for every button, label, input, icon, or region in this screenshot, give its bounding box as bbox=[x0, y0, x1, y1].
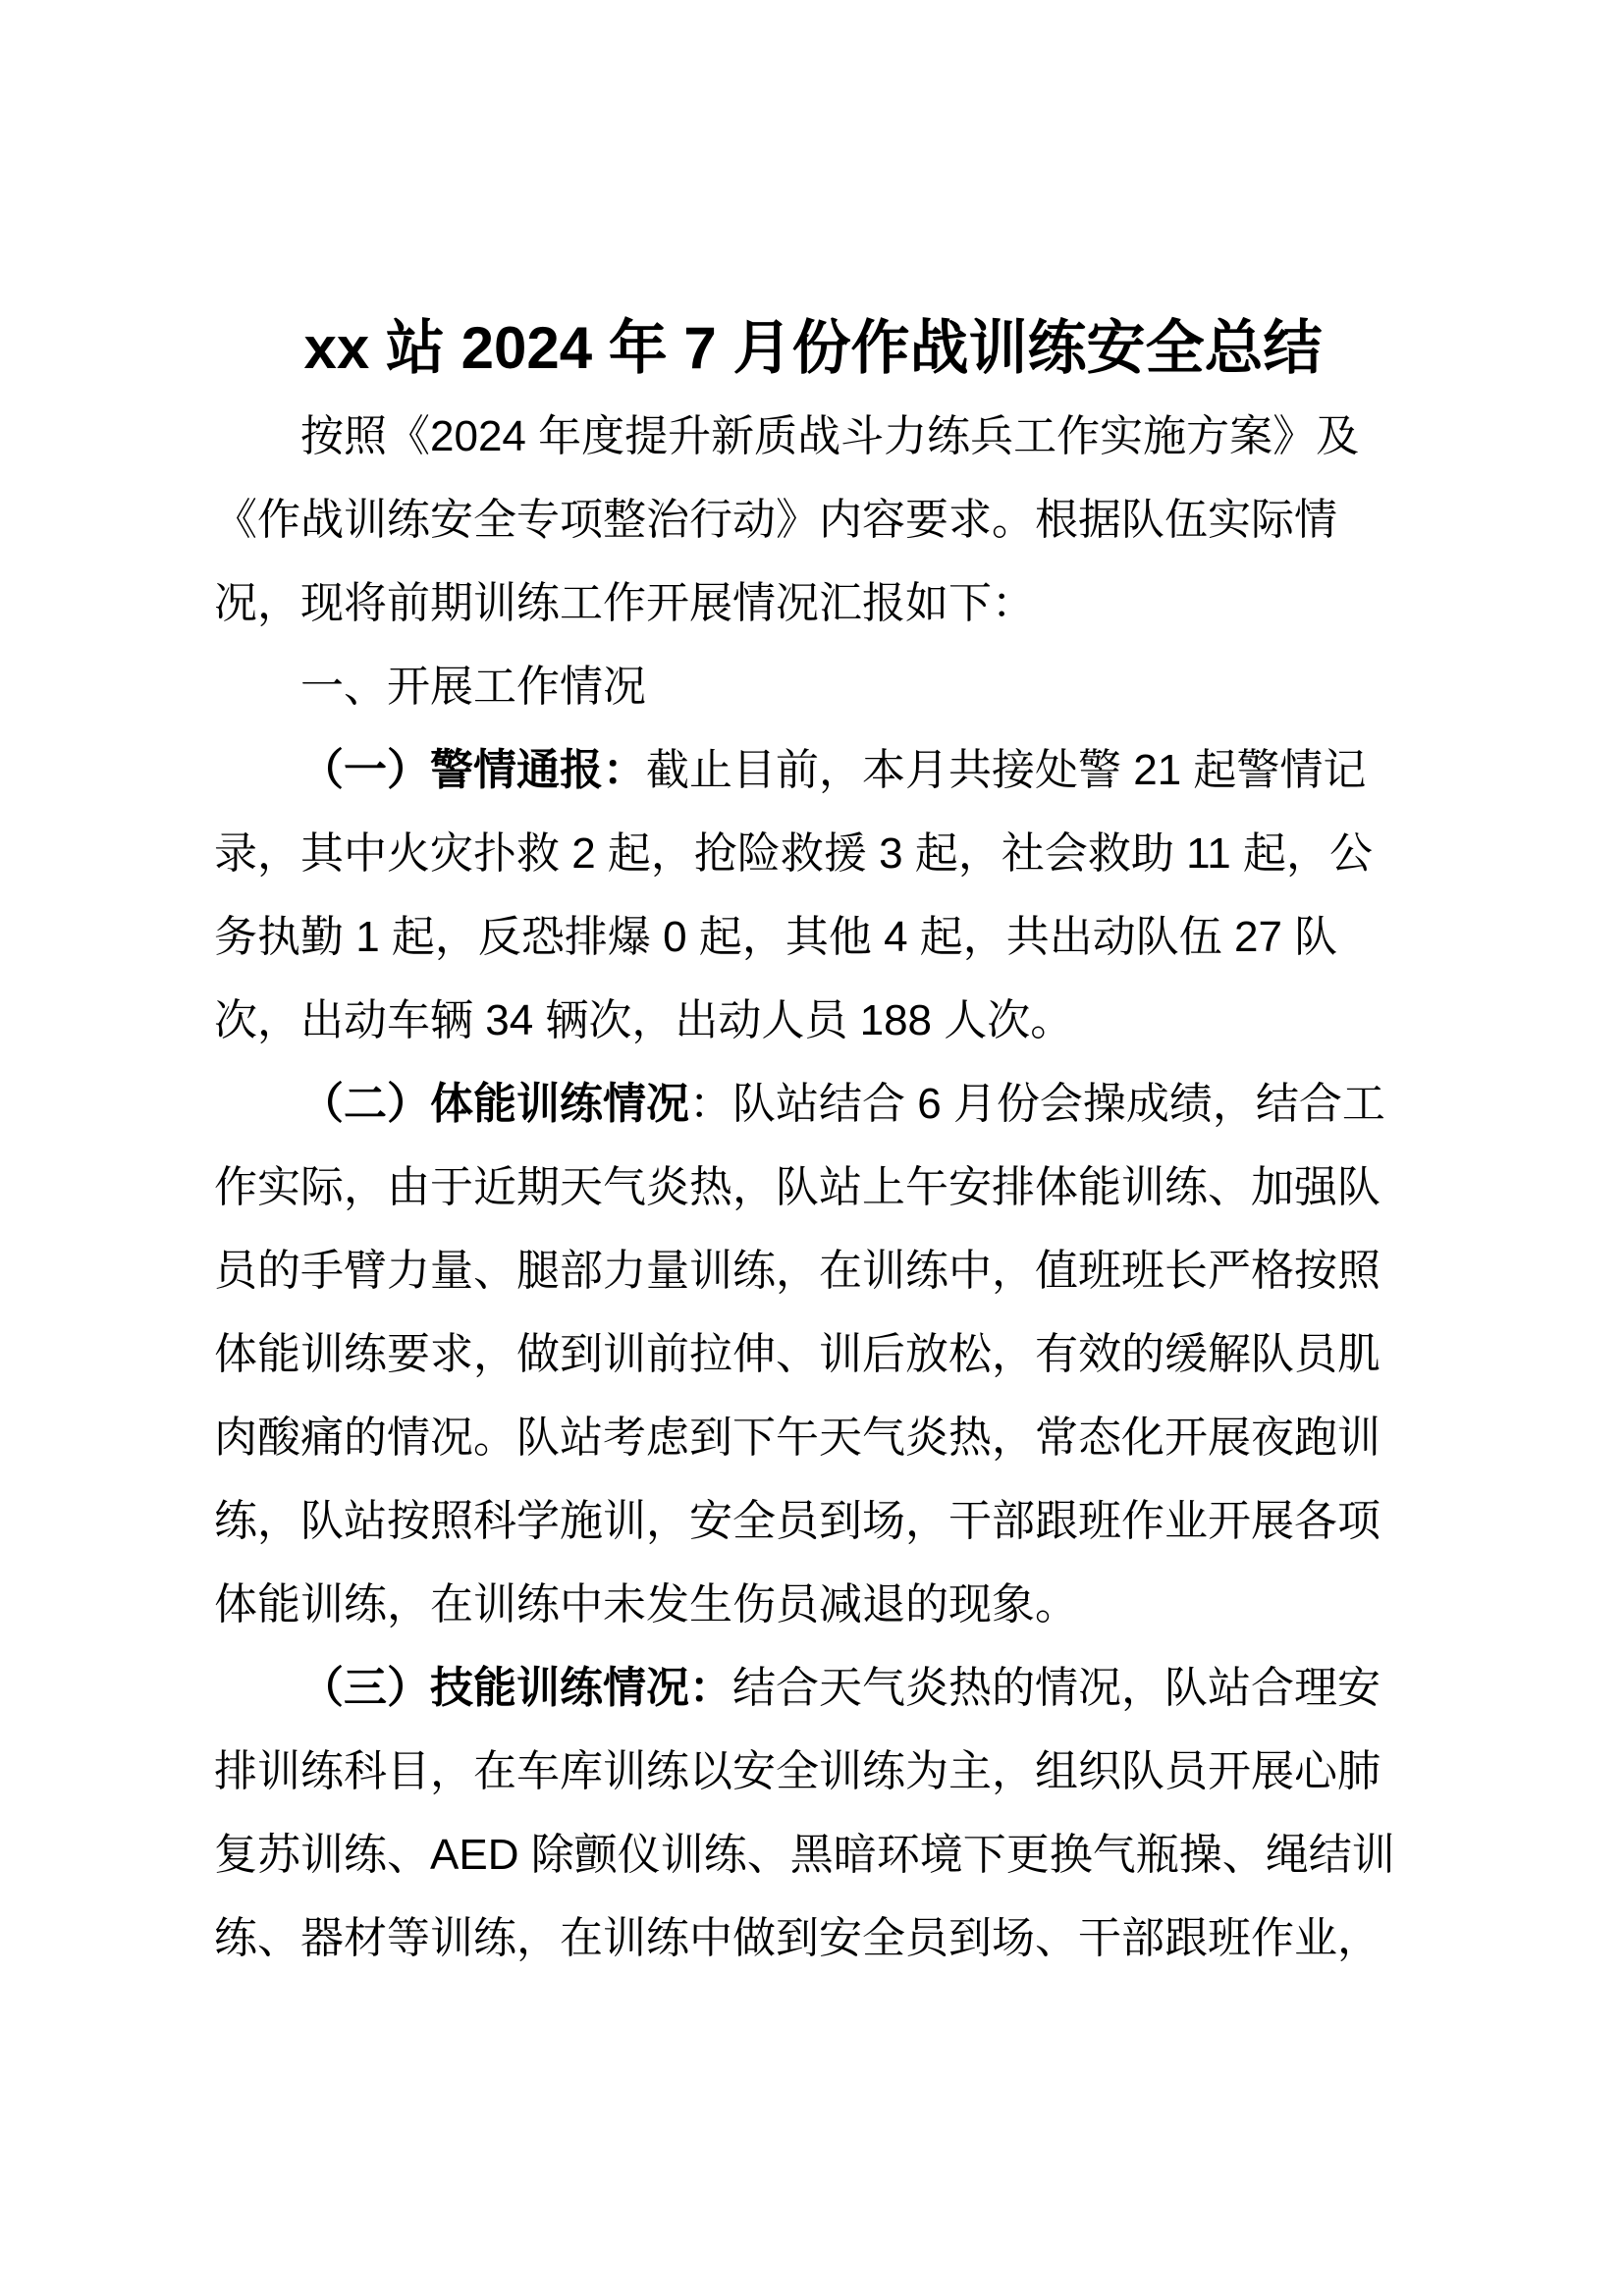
paragraph-alarm-report bbox=[214, 728, 1412, 1062]
paragraph-physical-training bbox=[214, 1062, 1412, 1646]
skill-training-lead: （三）技能训练情况： bbox=[300, 1664, 732, 1712]
physical-training-lead: （二）体能训练情况 bbox=[300, 1080, 689, 1128]
alarm-report-body: 截止目前，本月共接处警 21 起警情记录，其中火灾扑救 2 起，抢险救援 3 起，社会救助 11 起，公务执勤 1 起，反恐排爆 0 起，其他 4 起，共出动队伍 27 队次，出动车辆 34 辆次，出动人员 188 人次。 bbox=[214, 746, 1373, 1044]
document-content bbox=[214, 0, 1412, 1980]
section-heading-1: 一、开展工作情况 bbox=[300, 663, 646, 711]
paragraph-skill-training bbox=[214, 1646, 1412, 1980]
alarm-report-lead: （一）警情通报： bbox=[300, 746, 646, 794]
physical-training-body: ：队站结合 6 月份会操成绩，结合工作实际，由于近期天气炎热，队站上午安排体能训练、加强队员的手臂力量、腿部力量训练，在训练中，值班班长严格按照体能训练要求，做到训前拉伸、训后放松，有效的缓解队员肌肉酸痛的情况。队站考虑到下午天气炎热，常态化开展夜跑训练，队站按照科学施训，安全员到场，干部跟班作业开展各项体能训练，在训练中未发生伤员减退的现象。 bbox=[214, 1080, 1385, 1629]
skill-training-body: 结合天气炎热的情况，队站合理安排训练科目，在车库训练以安全训练为主，组织队员开展心肺复苏训练、AED 除颤仪训练、黑暗环境下更换气瓶操、绳结训练、器材等训练，在训练中做到安全员到场、干部跟班作业， bbox=[214, 1664, 1395, 1962]
paragraph-intro: 按照《2024 年度提升新质战斗力练兵工作实施方案》及《作战训练安全专项整治行动》内容要求。根据队伍实际情况，现将前期训练工作开展情况汇报如下： bbox=[214, 412, 1360, 627]
document-title: xx 站 2024 年 7 月份作战训练安全总结 bbox=[303, 315, 1323, 381]
